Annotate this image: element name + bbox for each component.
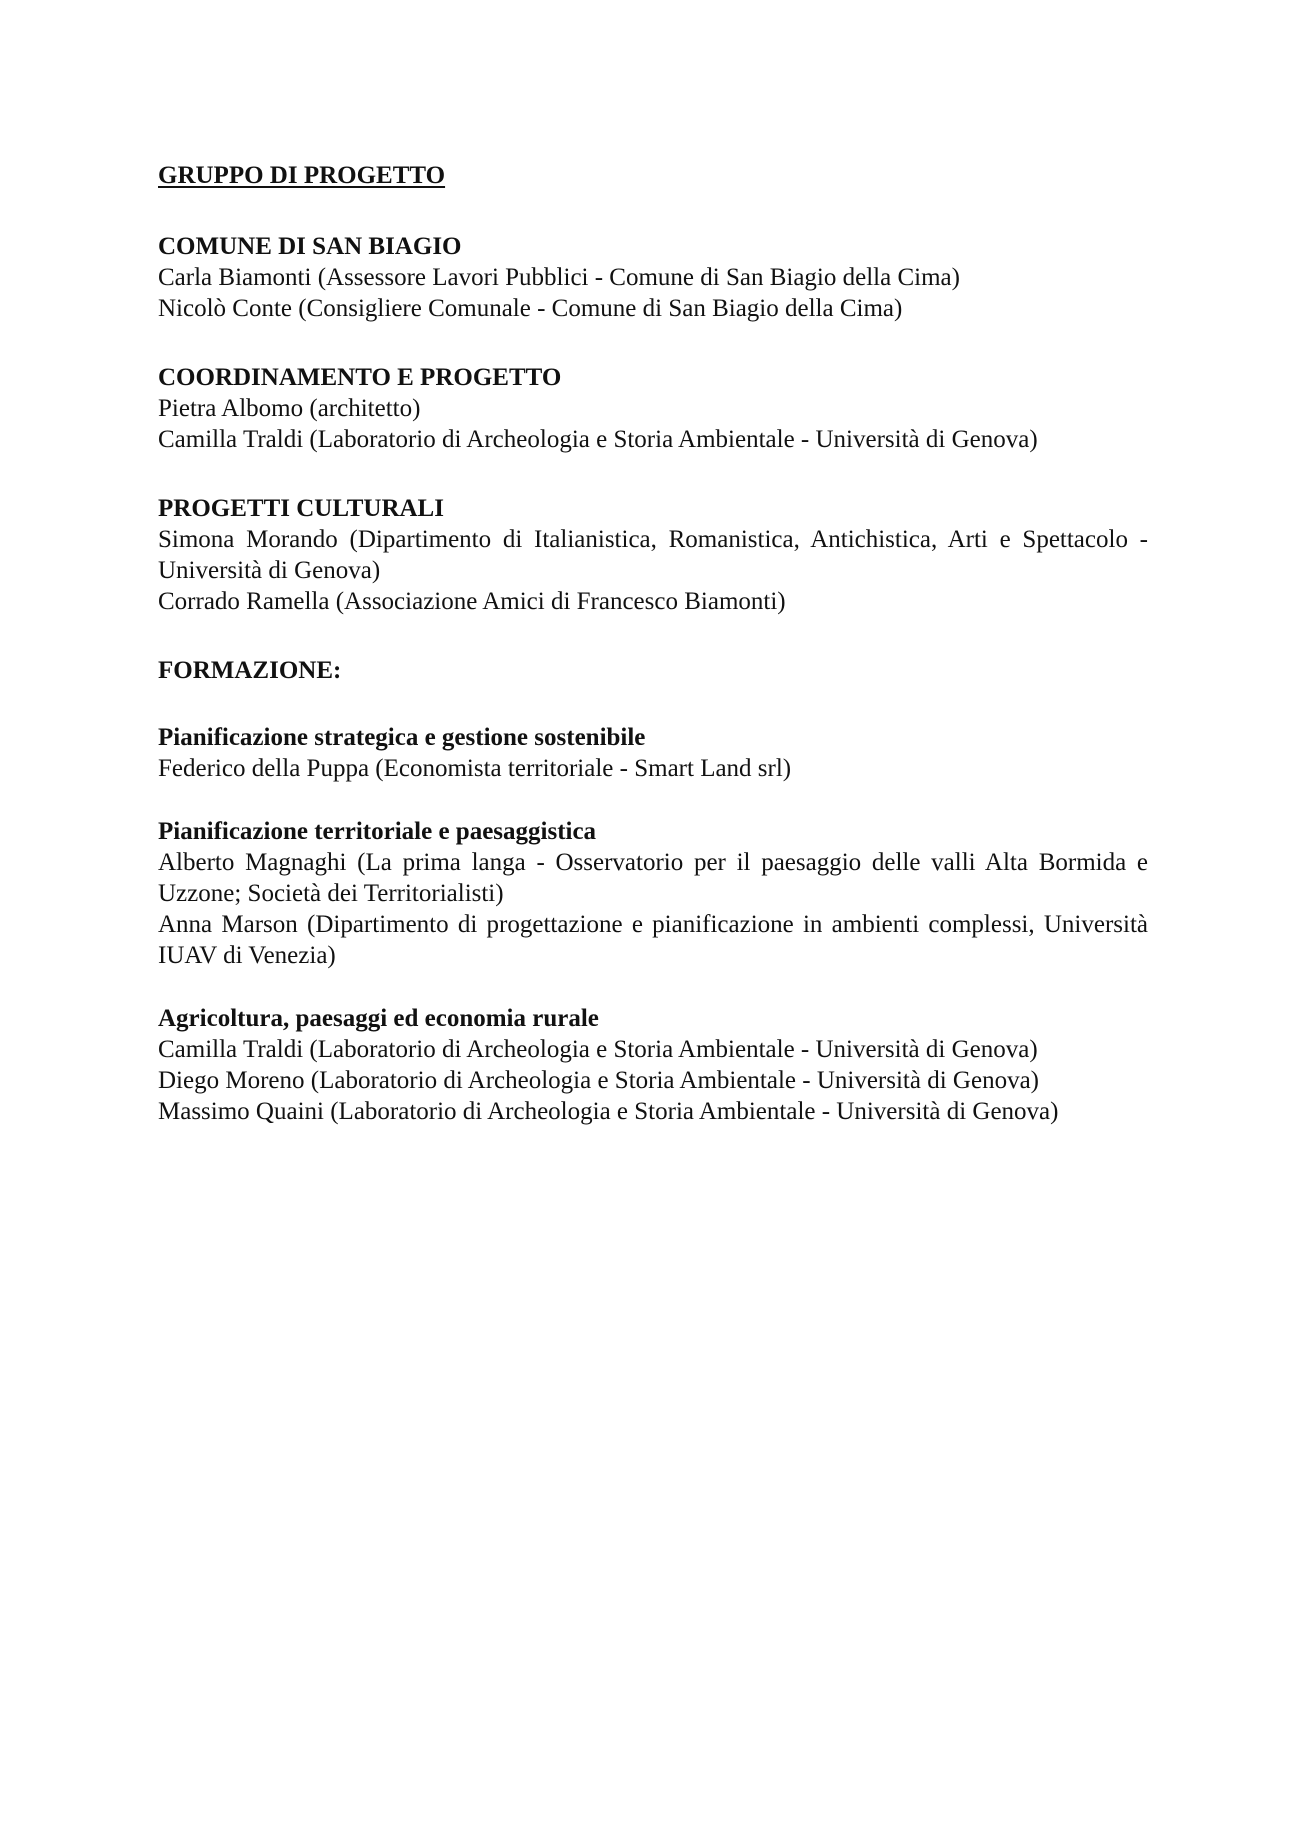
subsection-pianificazione-strategica bbox=[158, 722, 1148, 784]
member-line: Alberto Magnaghi (La prima langa - Osservatorio per il paesaggio delle valli Alta Bormida e Uzzone; Società dei Territorialisti) bbox=[158, 849, 1148, 907]
section-progetti-culturali bbox=[158, 493, 1148, 617]
subsection-heading: Agricoltura, paesaggi ed economia rurale bbox=[158, 1005, 599, 1032]
subsection-heading: Pianificazione strategica e gestione sostenibile bbox=[158, 724, 646, 751]
document-page bbox=[158, 160, 1148, 1159]
member-line: Anna Marson (Dipartimento di progettazione e pianificazione in ambienti complessi, Università IUAV di Venezia) bbox=[158, 911, 1148, 969]
formazione-heading: FORMAZIONE: bbox=[158, 657, 342, 684]
member-line: Federico della Puppa (Economista territoriale - Smart Land srl) bbox=[158, 755, 792, 782]
member-line: Diego Moreno (Laboratorio di Archeologia e Storia Ambientale - Università di Genova) bbox=[158, 1067, 1039, 1094]
member-line: Nicolò Conte (Consigliere Comunale - Comune di San Biagio della Cima) bbox=[158, 295, 903, 322]
document-title: GRUPPO DI PROGETTO bbox=[158, 162, 446, 189]
section-comune bbox=[158, 231, 1148, 324]
member-line: Camilla Traldi (Laboratorio di Archeologia e Storia Ambientale - Università di Genova) bbox=[158, 426, 1038, 453]
section-heading: PROGETTI CULTURALI bbox=[158, 495, 444, 522]
member-line: Camilla Traldi (Laboratorio di Archeologia e Storia Ambientale - Università di Genova) bbox=[158, 1036, 1038, 1063]
member-line: Carla Biamonti (Assessore Lavori Pubblici - Comune di San Biagio della Cima) bbox=[158, 264, 960, 291]
section-coordinamento bbox=[158, 362, 1148, 455]
section-heading: COORDINAMENTO E PROGETTO bbox=[158, 364, 562, 391]
subsection-heading: Pianificazione territoriale e paesaggistica bbox=[158, 818, 597, 845]
subsection-agricoltura bbox=[158, 1003, 1148, 1127]
section-heading: COMUNE DI SAN BIAGIO bbox=[158, 233, 462, 260]
subsection-pianificazione-territoriale bbox=[158, 816, 1148, 971]
member-line: Pietra Albomo (architetto) bbox=[158, 395, 421, 422]
member-line: Corrado Ramella (Associazione Amici di Francesco Biamonti) bbox=[158, 588, 786, 615]
member-line: Massimo Quaini (Laboratorio di Archeologia e Storia Ambientale - Università di Genova) bbox=[158, 1098, 1059, 1125]
member-line: Simona Morando (Dipartimento di Italianistica, Romanistica, Antichistica, Arti e Spettacolo - Università di Genova) bbox=[158, 526, 1148, 584]
